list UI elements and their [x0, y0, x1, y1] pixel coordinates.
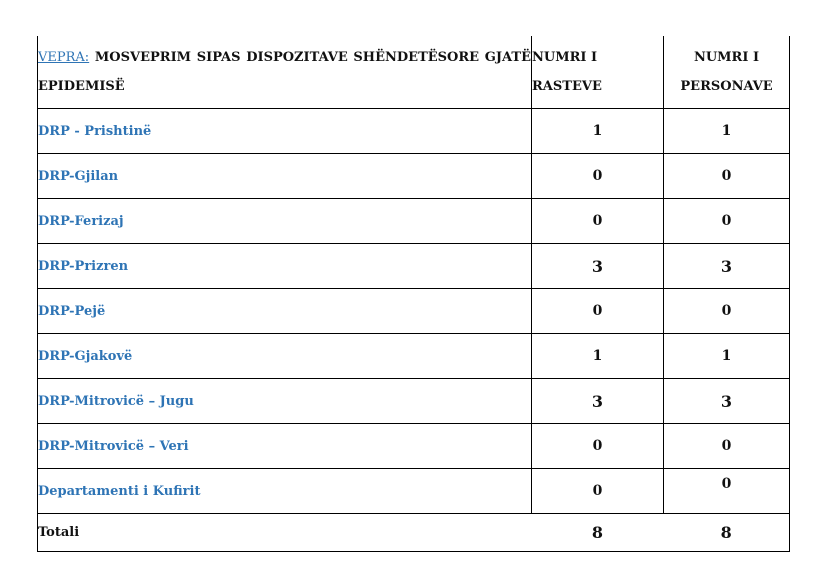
persons-count: 0	[664, 199, 790, 244]
persons-count-cell	[664, 469, 790, 514]
cases-count: 0	[532, 154, 664, 199]
total-row	[38, 514, 790, 552]
region-name: DRP-Mitrovicë – Jugu	[38, 379, 532, 424]
header-offense-cell	[38, 36, 532, 109]
region-name: Departamenti i Kufirit	[38, 469, 532, 514]
total-persons: 8	[664, 514, 790, 552]
table-row	[38, 109, 790, 154]
header-cases-cell	[532, 36, 664, 109]
table-row	[38, 289, 790, 334]
persons-count: 0	[664, 424, 790, 469]
total-cases: 8	[532, 514, 664, 552]
region-name: DRP-Mitrovicë – Veri	[38, 424, 532, 469]
total-label: Totali	[38, 514, 532, 552]
vepra-label: VEPRA:	[38, 50, 90, 65]
cases-count: 0	[532, 289, 664, 334]
header-cases-line2: RASTEVE	[532, 79, 602, 94]
cases-count: 0	[532, 424, 664, 469]
cases-count: 1	[532, 334, 664, 379]
table-header-row	[38, 36, 790, 109]
table-row	[38, 154, 790, 199]
persons-count: 0	[721, 476, 732, 492]
persons-count: 3	[664, 379, 790, 424]
region-name: DRP-Prizren	[38, 244, 532, 289]
cases-count: 3	[532, 244, 664, 289]
header-persons-cell	[664, 36, 790, 109]
persons-count: 1	[664, 334, 790, 379]
region-name: DRP-Ferizaj	[38, 199, 532, 244]
region-name: DRP-Gjakovë	[38, 334, 532, 379]
cases-count: 1	[532, 109, 664, 154]
table-row	[38, 334, 790, 379]
table-row	[38, 244, 790, 289]
region-name: DRP-Pejë	[38, 289, 532, 334]
offense-title: MOSVEPRIM SIPAS DISPOZITAVE SHËNDETËSORE GJATË EPIDEMISË	[38, 50, 531, 94]
table-row	[38, 379, 790, 424]
header-cases-line1: NUMRI I	[532, 50, 598, 65]
persons-count: 3	[664, 244, 790, 289]
region-name: DRP-Gjilan	[38, 154, 532, 199]
persons-count: 0	[664, 154, 790, 199]
table-row	[38, 469, 790, 514]
cases-count: 3	[532, 379, 664, 424]
table-row	[38, 424, 790, 469]
header-persons-line1: NUMRI I	[693, 50, 760, 65]
cases-count: 0	[532, 199, 664, 244]
persons-count: 1	[664, 109, 790, 154]
cases-count: 0	[532, 469, 664, 514]
region-name: DRP - Prishtinë	[38, 109, 532, 154]
header-persons-line2: PERSONAVE	[680, 79, 773, 94]
table-row	[38, 199, 790, 244]
persons-count: 0	[664, 289, 790, 334]
statistics-table	[37, 36, 790, 552]
